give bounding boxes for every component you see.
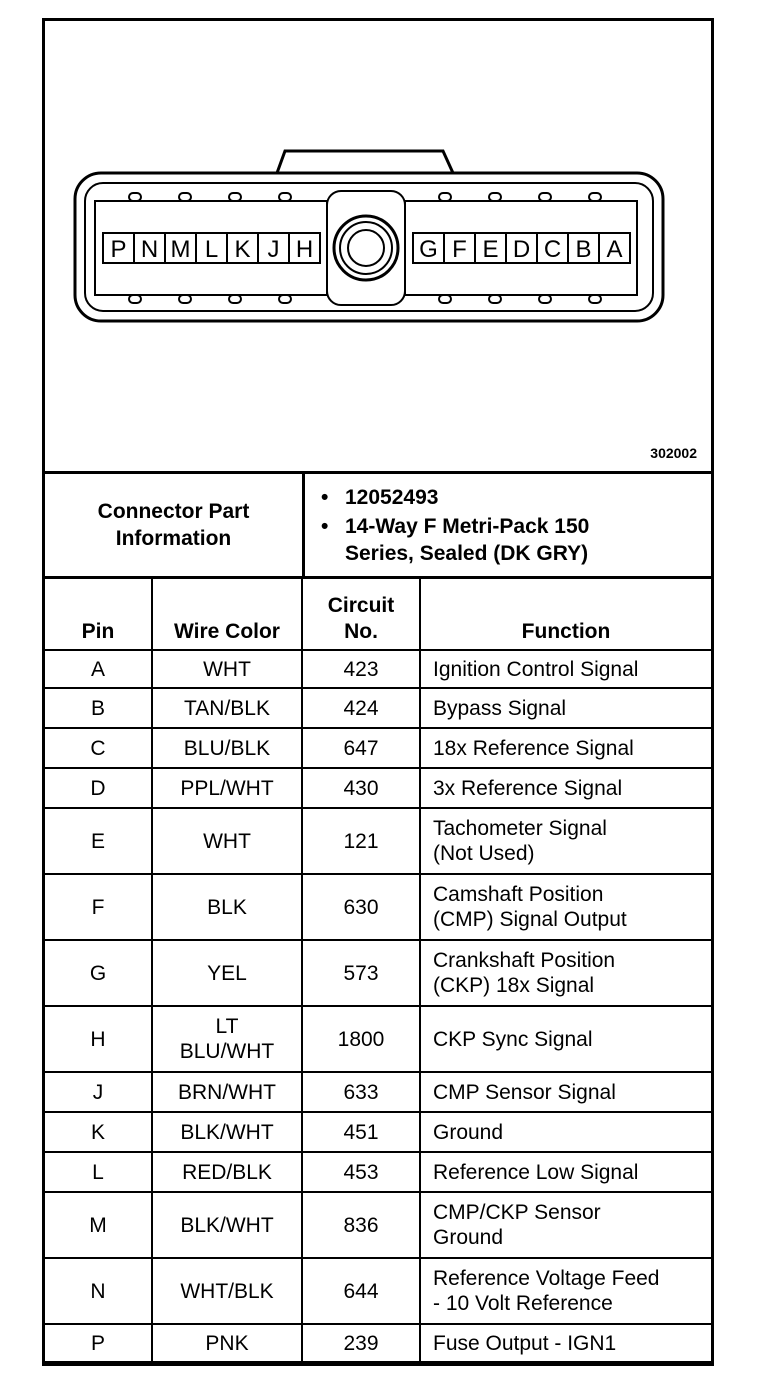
pin-letter-f: F xyxy=(452,236,467,263)
function-cell: Reference Voltage Feed - 10 Volt Reference xyxy=(420,1258,711,1324)
connector-diagram xyxy=(45,21,711,471)
header-pin: Pin xyxy=(45,579,152,650)
function-cell: Bypass Signal xyxy=(420,688,711,728)
function-cell: CMP Sensor Signal xyxy=(420,1072,711,1112)
table-row xyxy=(45,1152,711,1192)
function-cell: Tachometer Signal (Not Used) xyxy=(420,808,711,874)
pin-cell: E xyxy=(45,808,152,874)
circuit-cell: 630 xyxy=(302,874,420,940)
connector-part-information xyxy=(45,471,711,579)
terminal-locator-bump xyxy=(439,193,451,201)
terminal-locator-bump xyxy=(229,193,241,201)
terminal-locator-bump xyxy=(229,295,241,303)
pin-cell: M xyxy=(45,1192,152,1258)
wire-color-cell: BLU/BLK xyxy=(152,728,302,768)
pin-cell: H xyxy=(45,1006,152,1072)
circuit-cell: 573 xyxy=(302,940,420,1006)
circuit-cell: 239 xyxy=(302,1324,420,1362)
pin-cell: A xyxy=(45,650,152,688)
circuit-cell: 451 xyxy=(302,1112,420,1152)
table-row xyxy=(45,874,711,940)
table-row xyxy=(45,1006,711,1072)
circuit-cell: 423 xyxy=(302,650,420,688)
pin-letter-n: N xyxy=(140,236,159,263)
circuit-cell: 453 xyxy=(302,1152,420,1192)
bullet-icon: • xyxy=(321,515,329,538)
table-row xyxy=(45,768,711,808)
table-row xyxy=(45,650,711,688)
function-cell: 3x Reference Signal xyxy=(420,768,711,808)
pin-letter-b: B xyxy=(575,236,592,263)
circuit-cell: 1800 xyxy=(302,1006,420,1072)
terminal-locator-bump xyxy=(589,193,601,201)
table-row xyxy=(45,1192,711,1258)
pin-cell: G xyxy=(45,940,152,1006)
function-cell: Crankshaft Position (CKP) 18x Signal xyxy=(420,940,711,1006)
wire-color-cell: PPL/WHT xyxy=(152,768,302,808)
connector-sheet xyxy=(42,18,714,1366)
pin-cell: D xyxy=(45,768,152,808)
wire-color-cell: BLK xyxy=(152,874,302,940)
pin-letter-p: P xyxy=(110,236,127,263)
table-row xyxy=(45,1072,711,1112)
pin-letter-g: G xyxy=(419,236,438,263)
pin-letter-e: E xyxy=(482,236,499,263)
bullet-icon: • xyxy=(321,486,329,509)
wire-color-cell: WHT xyxy=(152,650,302,688)
table-row xyxy=(45,808,711,874)
table-header-row xyxy=(45,579,711,650)
function-cell: Ignition Control Signal xyxy=(420,650,711,688)
part-number: 12052493 xyxy=(345,486,439,509)
pin-cell: J xyxy=(45,1072,152,1112)
function-cell: Reference Low Signal xyxy=(420,1152,711,1192)
table-row xyxy=(45,688,711,728)
pin-cell: B xyxy=(45,688,152,728)
function-cell: Fuse Output - IGN1 xyxy=(420,1324,711,1362)
terminal-locator-bump xyxy=(539,295,551,303)
pin-letter-k: K xyxy=(234,236,251,263)
terminal-locator-bump xyxy=(489,193,501,201)
table-row xyxy=(45,1258,711,1324)
pin-letter-m: M xyxy=(170,236,191,263)
terminal-locator-bump xyxy=(129,295,141,303)
pin-cell: K xyxy=(45,1112,152,1152)
terminal-locator-bump xyxy=(439,295,451,303)
wire-color-cell: BRN/WHT xyxy=(152,1072,302,1112)
function-cell: CKP Sync Signal xyxy=(420,1006,711,1072)
table-row xyxy=(45,1324,711,1362)
wire-color-cell: TAN/BLK xyxy=(152,688,302,728)
terminal-locator-bump xyxy=(589,295,601,303)
terminal-locator-bump xyxy=(489,295,501,303)
function-cell: 18x Reference Signal xyxy=(420,728,711,768)
connector-description-bullet xyxy=(321,513,701,567)
circuit-cell: 644 xyxy=(302,1258,420,1324)
figure-number: 302002 xyxy=(650,445,697,461)
terminal-locator-bump xyxy=(279,193,291,201)
terminal-locator-bump xyxy=(279,295,291,303)
pin-letter-c: C xyxy=(543,236,562,263)
pin-letter-d: D xyxy=(512,236,531,263)
table-row xyxy=(45,1112,711,1152)
header-wire-color: Wire Color xyxy=(152,579,302,650)
wire-color-cell: RED/BLK xyxy=(152,1152,302,1192)
terminal-locator-bump xyxy=(539,193,551,201)
table-row xyxy=(45,940,711,1006)
pin-cell: P xyxy=(45,1324,152,1362)
pin-letter-j: J xyxy=(267,236,280,263)
function-cell: CMP/CKP Sensor Ground xyxy=(420,1192,711,1258)
connector-description: 14-Way F Metri-Pack 150 Series, Sealed (DK GRY) xyxy=(345,515,590,565)
function-cell: Ground xyxy=(420,1112,711,1152)
wire-color-cell: WHT/BLK xyxy=(152,1258,302,1324)
header-function: Function xyxy=(420,579,711,650)
wire-color-cell: PNK xyxy=(152,1324,302,1362)
pin-letter-a: A xyxy=(606,236,623,263)
wire-color-cell: WHT xyxy=(152,808,302,874)
terminal-locator-bump xyxy=(179,295,191,303)
table-row xyxy=(45,728,711,768)
part-info-label: Connector Part Information xyxy=(45,474,305,576)
function-cell: Camshaft Position (CMP) Signal Output xyxy=(420,874,711,940)
pin-cell: L xyxy=(45,1152,152,1192)
part-number-bullet xyxy=(321,484,701,511)
pin-cell: F xyxy=(45,874,152,940)
pin-cell: C xyxy=(45,728,152,768)
circuit-cell: 121 xyxy=(302,808,420,874)
pin-letter-l: L xyxy=(204,236,219,263)
wire-color-cell: BLK/WHT xyxy=(152,1192,302,1258)
circuit-cell: 836 xyxy=(302,1192,420,1258)
wire-color-cell: BLK/WHT xyxy=(152,1112,302,1152)
pin-cell: N xyxy=(45,1258,152,1324)
part-info-bullets xyxy=(321,484,701,569)
circuit-cell: 430 xyxy=(302,768,420,808)
wire-color-cell: LT BLU/WHT xyxy=(152,1006,302,1072)
connector-face-drawing xyxy=(45,21,711,441)
terminal-locator-bump xyxy=(129,193,141,201)
pin-letter-h: H xyxy=(295,236,314,263)
circuit-cell: 424 xyxy=(302,688,420,728)
pinout-table xyxy=(45,579,711,1363)
header-circuit-no: Circuit No. xyxy=(302,579,420,650)
circuit-cell: 647 xyxy=(302,728,420,768)
terminal-locator-bump xyxy=(179,193,191,201)
wire-color-cell: YEL xyxy=(152,940,302,1006)
circuit-cell: 633 xyxy=(302,1072,420,1112)
